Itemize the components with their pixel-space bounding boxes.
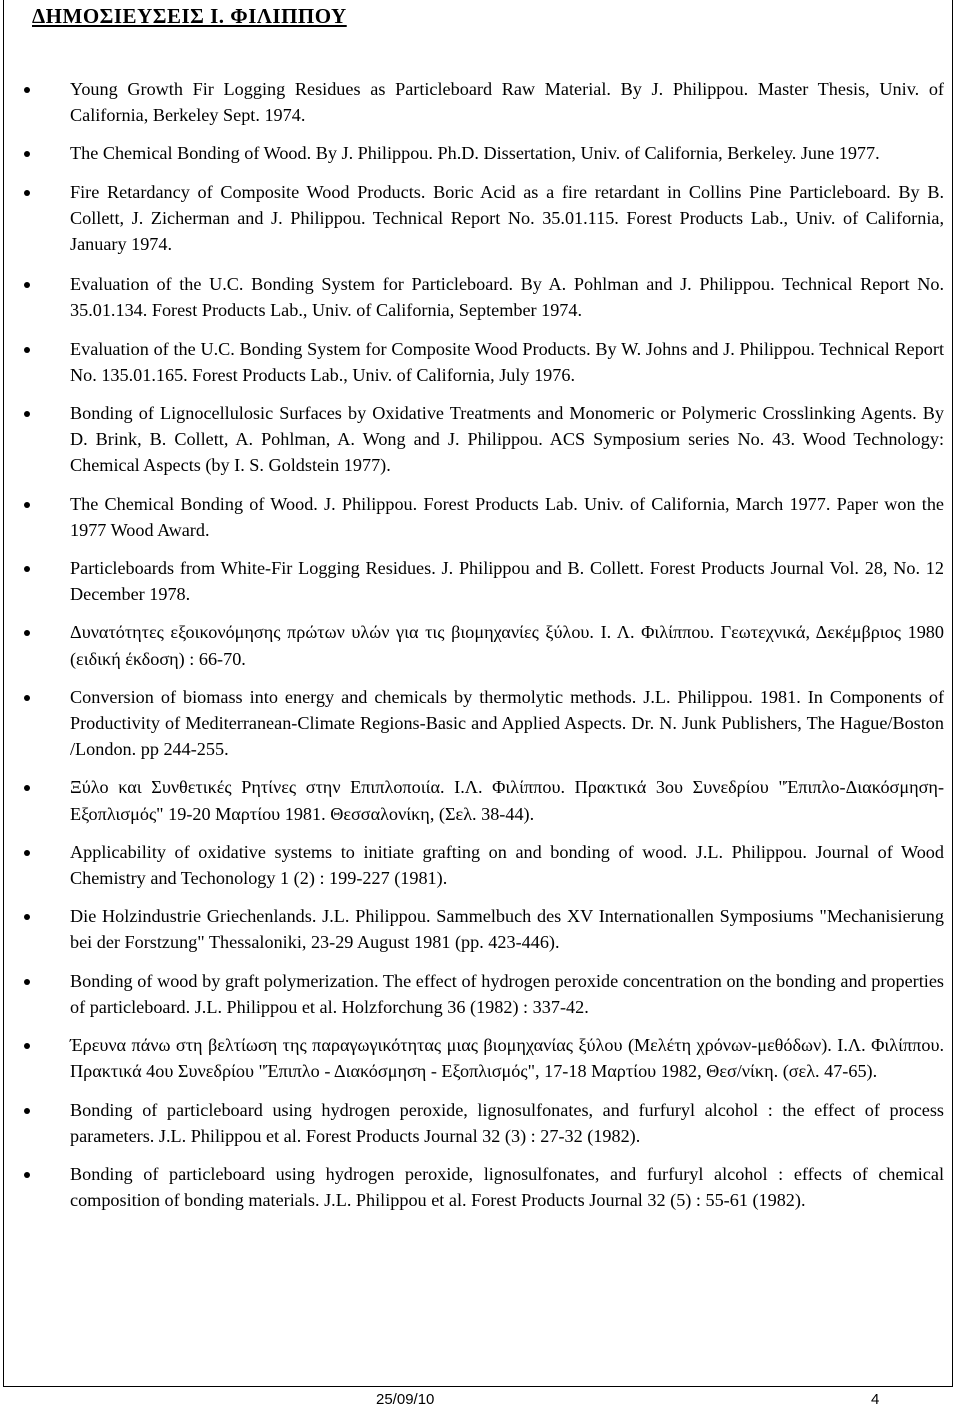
publication-item — [4, 774, 954, 826]
bullet-icon — [24, 785, 30, 791]
publication-text: Young Growth Fir Logging Residues as Particleboard Raw Material. By J. Philippou. Master Thesis, Univ. of California, Berkeley Sept. 1974. — [70, 79, 944, 126]
publication-text: Bonding of Lignocellulosic Surfaces by Oxidative Treatments and Monomeric or Polymeric Crosslinking Agents. By D. Brink, B. Collett, A. Pohlman, A. Wong and J. Philippou. ACS Symposium series No. 43. Wood Technology: Chemical Aspects (by I. S. Goldstein 1977). — [70, 403, 944, 476]
publication-text: Fire Retardancy of Composite Wood Products. Boric Acid as a fire retardant in Collins Pine Particleboard. By B. Collett, J. Zicherman and J. Philippou. Technical Report No. 35.01.115. Forest Products Lab., Univ. of California, January 1974. — [70, 181, 944, 255]
publication-text: Particleboards from White-Fir Logging Residues. J. Philippou and B. Collett. Forest Products Journal Vol. 28, No. 12 December 1978. — [70, 558, 944, 605]
publication-list — [4, 76, 954, 1213]
publication-item — [4, 76, 954, 128]
publication-text: The Chemical Bonding of Wood. By J. Philippou. Ph.D. Dissertation, Univ. of California, Berkeley. June 1977. — [70, 143, 880, 164]
publication-text: Bonding of wood by graft polymerization. The effect of hydrogen peroxide concentration on the bonding and properties of particleboard. J.L. Philippou et al. Holzforchung 36 (1982) : 337-42. — [70, 970, 944, 1017]
bullet-icon — [24, 411, 30, 417]
publication-item — [4, 1097, 954, 1149]
page-title: ΔΗΜΟΣΙΕΥΣΕΙΣ Ι. ΦΙΛΙΠΠΟΥ — [32, 4, 347, 28]
bullet-icon — [24, 347, 30, 353]
publication-text: Ξύλο και Συνθετικές Ρητίνες στην Επιπλοποιία. Ι.Λ. Φιλίππου. Πρακτικά 3ου Συνεδρίου "Έπιπλο-Διακόσμηση-Εξοπλισμός" 19-20 Μαρτίου 1981. Θεσσαλονίκη, (Σελ. 38-44). — [70, 777, 944, 824]
publication-item — [4, 491, 954, 543]
publication-text: The Chemical Bonding of Wood. J. Philippou. Forest Products Lab. Univ. of California, March 1977. Paper won the 1977 Wood Award. — [70, 493, 944, 540]
publication-item — [4, 1161, 954, 1213]
footer-date: 25/09/10 — [376, 1391, 435, 1408]
publication-item — [4, 555, 954, 607]
bullet-icon — [24, 1108, 30, 1114]
bullet-icon — [24, 1172, 30, 1178]
bullet-icon — [24, 190, 30, 196]
publication-text: Evaluation of the U.C. Bonding System for Particleboard. By A. Pohlman and J. Philippou. Technical Report No. 35.01.134. Forest Products Lab., Univ. of California, September 1974. — [70, 274, 944, 321]
bullet-icon — [24, 979, 30, 985]
publication-item — [4, 903, 954, 955]
bullet-icon — [24, 630, 30, 636]
bullet-icon — [24, 87, 30, 93]
publication-text: Bonding of particleboard using hydrogen peroxide, lignosulfonates, and furfuryl alcohol : the effect of process parameters. J.L. Philippou et al. Forest Products Journal 32 (3) : 27-32 (1982). — [70, 1099, 944, 1146]
publication-item — [4, 336, 954, 388]
publication-text: Έρευνα πάνω στη βελτίωση της παραγωγικότητας μιας βιομηχανίας ξύλου (Μελέτη χρόνων-μεθόδων). Ι.Λ. Φιλίππου. Πρακτικά 4ου Συνεδρίου "Έπιπλο - Διακόσμηση - Εξοπλισμός", 17-18 Μαρτίου 1982, Θεσ/νίκη. (σελ. 47-65). — [70, 1035, 944, 1082]
bullet-icon — [24, 850, 30, 856]
publication-item — [4, 839, 954, 891]
publication-item — [4, 400, 954, 479]
publication-text: Δυνατότητες εξοικονόμησης πρώτων υλών για τις βιομηχανίες ξύλου. Ι. Λ. Φιλίππου. Γεωτεχνικά, Δεκέμβριος 1980 (ειδική έκδοση) : 66-70. — [70, 622, 944, 669]
bullet-icon — [24, 914, 30, 920]
publication-item — [4, 684, 954, 763]
footer-page-number: 4 — [871, 1391, 880, 1408]
publication-text: Die Holzindustrie Griechenlands. J.L. Philippou. Sammelbuch des XV Internationallen Symposiums "Mechanisierung bei der Forstzung" Thessaloniki, 23-29 August 1981 (pp. 423-446). — [70, 906, 944, 953]
publication-item — [4, 179, 954, 258]
publication-text: Applicability of oxidative systems to initiate grafting on and bonding of wood. J.L. Philippou. Journal of Wood Chemistry and Techonology 1 (2) : 199-227 (1981). — [70, 841, 944, 889]
publication-text: Evaluation of the U.C. Bonding System for Composite Wood Products. By W. Johns and J. Philippou. Technical Report No. 135.01.165. Forest Products Lab., Univ. of California, July 1976. — [70, 338, 944, 385]
bullet-icon — [24, 566, 30, 572]
publication-item — [4, 968, 954, 1020]
publication-item — [4, 619, 954, 671]
publication-text: Conversion of biomass into energy and chemicals by thermolytic methods. J.L. Philippou. 1981. In Components of Productivity of Mediterranean-Climate Regions-Basic and Applied Aspects. Dr. N. Junk Publishers, The Hague/Boston /London. pp 244-255. — [70, 686, 944, 760]
page-frame — [3, 0, 953, 1387]
publication-item — [4, 271, 954, 323]
publication-item — [4, 1032, 954, 1084]
bullet-icon — [24, 1043, 30, 1049]
publication-item — [4, 140, 954, 166]
bullet-icon — [24, 502, 30, 508]
bullet-icon — [24, 695, 30, 701]
bullet-icon — [24, 282, 30, 288]
bullet-icon — [24, 151, 30, 157]
publication-text: Bonding of particleboard using hydrogen peroxide, lignosulfonates, and furfuryl alcohol : effects of chemical composition of bonding materials. J.L. Philippou et al. Forest Products Journal 32 (5) : 55-61 (1982). — [70, 1163, 944, 1211]
